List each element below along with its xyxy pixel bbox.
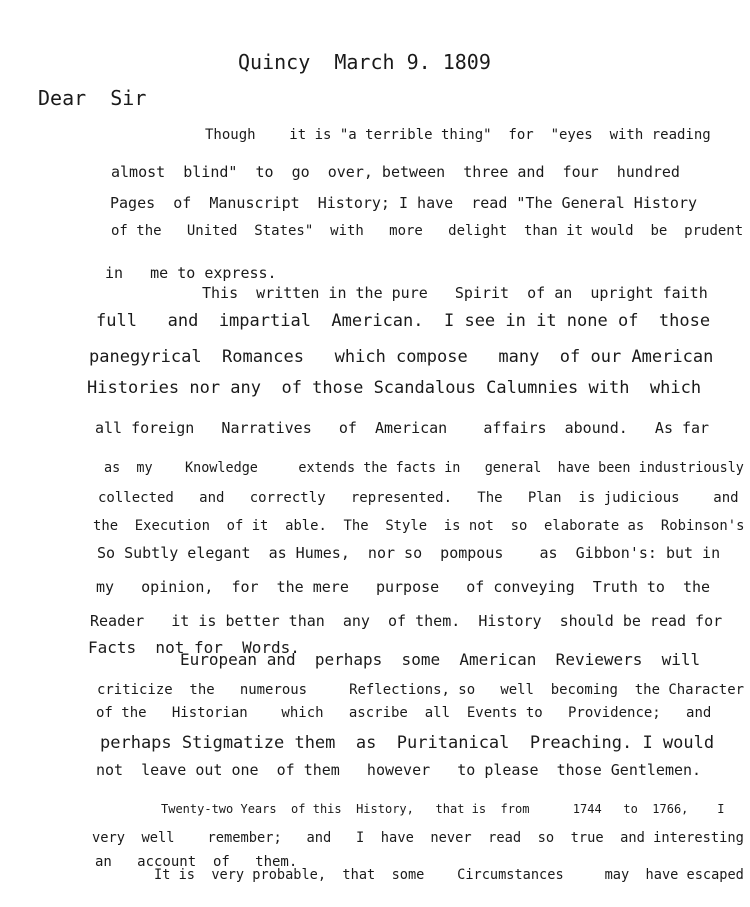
salutation: Dear Sir	[38, 86, 147, 110]
letter-line: in me to express.	[105, 264, 277, 282]
letter-line: This written in the pure Spirit of an upright faith	[202, 284, 708, 302]
letter-line: my opinion, for the mere purpose of conveying Truth to the	[96, 578, 711, 596]
letter-line: European and perhaps some American Reviewers will	[180, 650, 701, 669]
letter-line: an account of them.	[95, 854, 298, 870]
letter-line: almost blind" to go over, between three and four hundred	[111, 163, 680, 181]
letter-line: of the Historian which ascribe all Events to Providence; and	[96, 705, 712, 721]
letter-line: collected and correctly represented. The Plan is judicious and	[98, 490, 739, 506]
letter-line: panegyrical Romances which compose many of our American	[89, 347, 714, 367]
letter-line: full and impartial American. I see in it none of those	[96, 311, 711, 331]
letter-line: Facts not for Words.	[88, 638, 300, 657]
letter-line: as my Knowledge extends the facts in general have been industriously	[104, 460, 744, 476]
letter-line: Reader it is better than any of them. History should be read for	[90, 612, 723, 630]
dateline: Quincy March 9. 1809	[238, 50, 491, 74]
letter-line: Though it is "a terrible thing" for "eyes with reading	[205, 127, 711, 143]
letter-line: Histories nor any of those Scandalous Calumnies with which	[87, 378, 702, 398]
letter-line: all foreign Narratives of American affairs abound. As far	[95, 419, 710, 437]
letter-line: Pages of Manuscript History; I have read "The General History	[110, 194, 697, 212]
letter-line: very well remember; and I have never read so true and interesting	[92, 830, 744, 846]
letter-line: the Execution of it able. The Style is not so elaborate as Robinson's	[93, 518, 745, 534]
letter-line: not leave out one of them however to please those Gentlemen.	[96, 761, 702, 779]
letter-line: of the United States" with more delight than it would be prudent	[111, 223, 744, 239]
letter-line: perhaps Stigmatize them as Puritanical Preaching. I would	[100, 733, 715, 753]
letter-line: criticize the numerous Reflections, so well becoming the Character	[97, 682, 745, 698]
letter-line: Twenty-two Years of this History, that is from 1744 to 1766, I	[161, 802, 725, 816]
letter-line: It is very probable, that some Circumstances may have escaped	[154, 867, 744, 883]
letter-line: So Subtly elegant as Humes, nor so pompous as Gibbon's: but in	[97, 544, 721, 562]
